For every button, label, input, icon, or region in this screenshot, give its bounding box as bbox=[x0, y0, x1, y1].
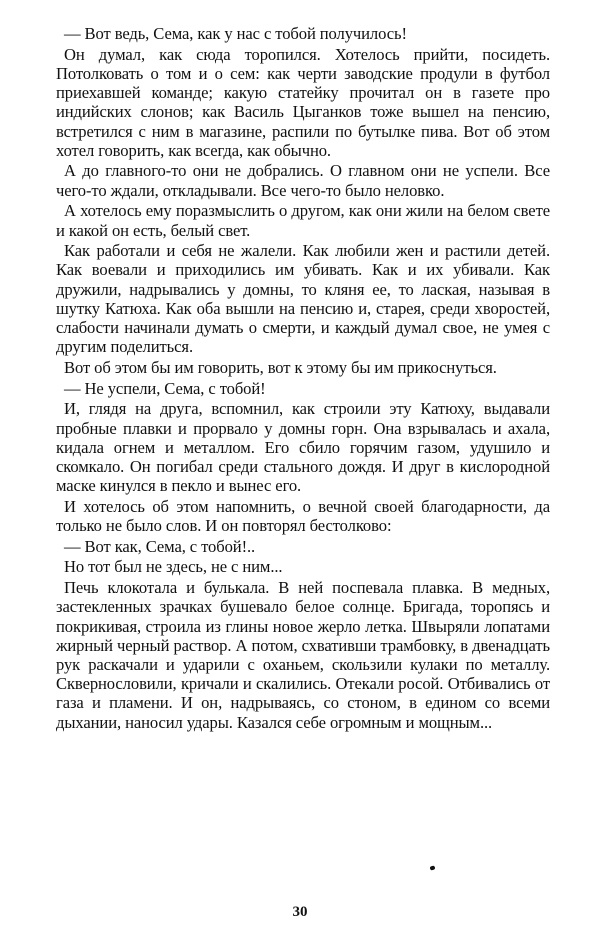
paragraph-10: — Вот как, Сема, с тобой!.. bbox=[64, 536, 256, 556]
paragraph-4: А хотелось ему поразмыслить о другом, как они жили на белом свете и какой он есть, белый свет. bbox=[56, 201, 550, 240]
paragraph-5: Как работали и себя не жалели. Как любили жен и растили детей. Как воевали и приходились им убивать. Как и их убивали. Как дружили, надрывались у домны, то кляня ее, то лаская, называя в шутку Катюха. Как оба вышли на пенсию и, старея, среди хворостей, слабости начинали думать о смерти, и каждый думал свое, не умея с другим поделиться. bbox=[56, 241, 550, 357]
paragraph-7: — Не успели, Сема, с тобой! bbox=[64, 378, 266, 398]
page-number: 30 bbox=[292, 904, 308, 920]
paragraph-8: И, глядя на друга, вспомнил, как строили эту Катюху, выдавали пробные плавки и прорвало у домны горн. Она взрывалась и ахала, кидала огнем и металлом. Его сбило горячим газом, удушило и скомкало. Он погибал среди стального дождя. И друг в кислородной маске кинулся в пекло и вынес его. bbox=[56, 399, 550, 496]
ink-speck bbox=[429, 865, 435, 870]
paragraph-9: И хотелось об этом напомнить, о вечной своей благодарности, да только не было слов. И он повторял бестолково: bbox=[56, 496, 550, 536]
paragraph-1: — Вот ведь, Сема, как у нас с тобой получилось! bbox=[64, 24, 407, 43]
text-body bbox=[56, 24, 550, 733]
paragraph-12: Печь клокотала и булькала. В ней поспевала плавка. В медных, застекленных зрачках бушевало белое солнце. Бригада, торопясь и покрикивая, строила из глины новое жерло летка. Швыряли лопатами жирный черный раствор. А потом, схвативши трамбовку, в двенадцать рук раскачали и ударили с оханьем, скользили кулаки по металлу. Сквернословили, кричали и скалились. Отекали росой. Отбивались от газа и пламени. И он, надрываясь, со стоном, в едином со всеми дыхании, наносил удары. Казался себе огромным и мощным... bbox=[56, 578, 550, 732]
paragraph-6: Вот об этом бы им говорить, вот к этому бы им прикоснуться. bbox=[64, 357, 497, 377]
paragraph-11: Но тот был не здесь, не с ним... bbox=[64, 557, 283, 577]
paragraph-3: А до главного-то они не добрались. О главном они не успели. Все чего-то ждали, откладывали. Все чего-то было неловко. bbox=[56, 161, 550, 200]
paragraph-2: Он думал, как сюда торопился. Хотелось прийти, посидеть. Потолковать о том и о сем: как черти заводские продули в футбол приехавшей команде; какую статейку прочитал он в газете про индийских слонов; как Василь Цыганков тоже вышел на пенсию, встретился с ним в магазине, распили по бутылке пива. Вот об этом хотел говорить, как всегда, как обычно. bbox=[56, 44, 550, 160]
